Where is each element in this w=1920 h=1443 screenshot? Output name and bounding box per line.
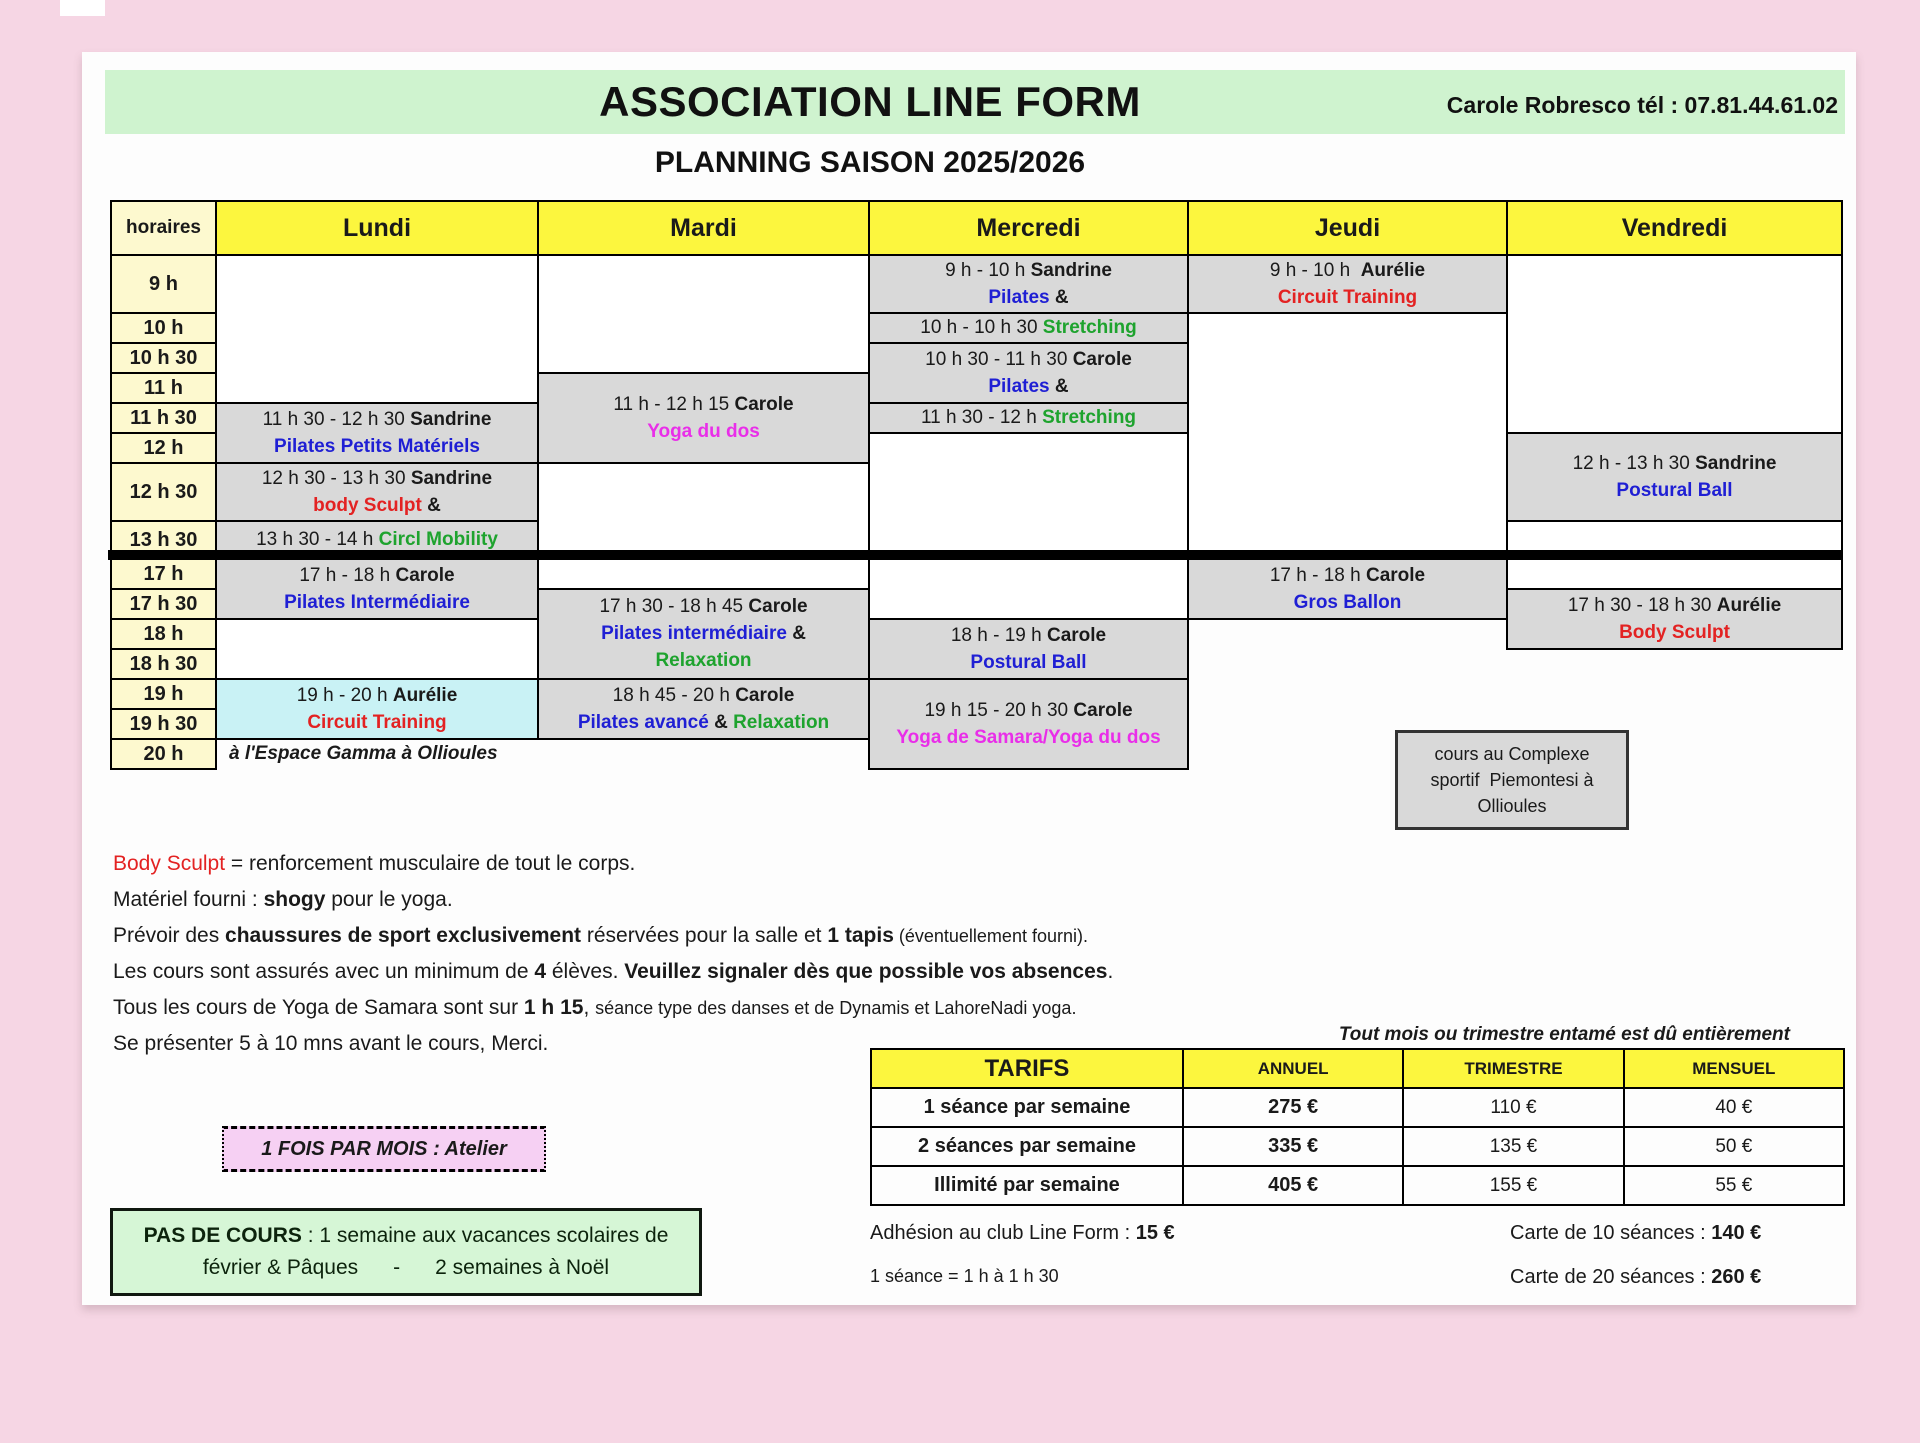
text-segment: Sandrine <box>410 408 492 430</box>
course-line <box>613 394 793 416</box>
tariff-value: 50 € <box>1624 1127 1844 1166</box>
text-segment: Carole <box>1365 564 1426 586</box>
session-duration-line <box>870 1266 1059 1287</box>
text-segment: Circl Mobility <box>378 529 498 551</box>
course-cell <box>537 588 870 680</box>
tariff-row <box>871 1127 1844 1166</box>
time-label: 13 h 30 <box>110 520 217 560</box>
course-line <box>951 625 1106 647</box>
course-line <box>945 260 1112 282</box>
text-segment: 10 h - 10 h 30 <box>920 317 1043 339</box>
text-segment: 15 € <box>1135 1222 1175 1244</box>
text-segment: 10 h 30 - 11 h 30 <box>925 348 1073 370</box>
course-line <box>284 592 470 614</box>
text-segment: 17 h - 18 h <box>1269 564 1366 586</box>
course-line <box>655 650 751 672</box>
venue-note-box <box>1395 730 1629 830</box>
time-label: 20 h <box>110 738 217 770</box>
course-cell <box>868 402 1189 434</box>
text-segment: 1 séance = 1 h à 1 h 30 <box>870 1266 1059 1286</box>
venue-note-line: sportif Piemontesi à <box>1430 769 1594 790</box>
time-label: 11 h <box>110 372 217 404</box>
text-segment: PAS DE COURS <box>143 1224 308 1247</box>
tariff-label: 2 séances par semaine <box>871 1127 1183 1166</box>
course-line <box>921 407 1136 429</box>
empty-slot-cell <box>868 432 1189 560</box>
note-line <box>113 924 1233 948</box>
text-segment: , <box>583 996 596 1019</box>
text-segment: Se présenter 5 à 10 mns avant le cours, Merci. <box>113 1032 549 1055</box>
tariff-label: Illimité par semaine <box>871 1166 1183 1205</box>
text-segment: Sandrine <box>1030 259 1112 281</box>
course-line <box>1294 592 1402 614</box>
text-segment: à l'Espace Gamma à Ollioules <box>229 743 498 765</box>
text-segment: 13 h 30 - 14 h <box>256 529 379 551</box>
text-segment: pour le yoga. <box>325 888 453 911</box>
tariff-value: 275 € <box>1183 1088 1403 1127</box>
day-header-lundi: Lundi <box>215 200 539 256</box>
empty-slot-cell <box>215 618 539 680</box>
course-line <box>307 712 446 734</box>
course-cell <box>868 342 1189 404</box>
text-segment: Carole <box>748 596 808 618</box>
corner-header: horaires <box>110 200 217 256</box>
course-line <box>920 317 1137 339</box>
text-segment: Aurélie <box>392 684 458 706</box>
text-segment: Carole <box>734 393 794 415</box>
venue-note-line: cours au Complexe <box>1434 743 1590 764</box>
tariff-table <box>870 1048 1845 1206</box>
text-segment: Pilates <box>988 286 1050 308</box>
page-title: ASSOCIATION LINE FORM <box>599 78 1141 125</box>
course-line <box>613 685 795 707</box>
time-label: 17 h <box>110 558 217 590</box>
course-cell <box>537 372 870 464</box>
text-segment: Matériel fourni : <box>113 888 264 911</box>
tariff-header-annuel: ANNUEL <box>1183 1049 1403 1088</box>
course-line <box>1568 595 1781 617</box>
text-segment: & <box>421 494 441 516</box>
course-line <box>647 421 760 443</box>
text-segment: élèves. <box>546 960 625 983</box>
empty-slot-cell <box>537 462 870 560</box>
text-segment: Carole <box>735 684 795 706</box>
text-segment: Relaxation <box>733 711 830 733</box>
text-segment: . <box>1107 960 1114 983</box>
no-course-box <box>110 1208 702 1296</box>
scan-artifact <box>60 0 105 16</box>
course-line <box>601 623 806 645</box>
text-segment: 260 € <box>1711 1266 1762 1288</box>
course-cell <box>1187 558 1508 620</box>
tariff-value: 155 € <box>1403 1166 1623 1205</box>
text-segment: Sandrine <box>1695 452 1777 474</box>
time-label: 18 h 30 <box>110 648 217 680</box>
empty-slot-cell <box>215 254 539 404</box>
text-segment: = renforcement musculaire de tout le corps. <box>225 852 636 875</box>
course-cell <box>215 402 539 464</box>
text-segment: 18 h - 19 h <box>950 624 1047 646</box>
text-segment: février & Pâques - 2 semaines à Noël <box>202 1256 610 1279</box>
text-segment: Gros Ballon <box>1293 591 1402 613</box>
course-line <box>925 349 1132 371</box>
tariff-header-trimestre: TRIMESTRE <box>1403 1049 1623 1088</box>
time-label: 12 h <box>110 432 217 464</box>
time-label: 9 h <box>110 254 217 314</box>
text-segment: Yoga de Samara/Yoga du dos <box>896 726 1161 748</box>
course-line <box>1619 622 1730 644</box>
text-segment: Circuit Training <box>1277 286 1418 308</box>
text-segment: body Sculpt <box>313 494 422 516</box>
text-segment: 11 h 30 - 12 h 30 <box>262 408 411 430</box>
course-line <box>297 685 458 707</box>
text-segment: (éventuellement fourni). <box>893 926 1088 946</box>
text-segment: Veuillez signaler dès que possible vos absences <box>624 960 1108 983</box>
text-segment: & <box>708 711 734 733</box>
tariff-note: Tout mois ou trimestre entamé est dû entièrement <box>1338 1024 1790 1045</box>
text-segment: 11 h - 12 h 15 <box>613 393 735 415</box>
text-segment: Stretching <box>1042 407 1137 429</box>
text-segment: 19 h - 20 h <box>296 684 393 706</box>
membership-fee-line <box>870 1222 1175 1245</box>
course-cell <box>1187 254 1508 314</box>
empty-slot-cell <box>1187 312 1508 560</box>
course-line <box>313 495 441 517</box>
note-line <box>113 960 1233 984</box>
text-segment: 12 h - 13 h 30 <box>1572 452 1696 474</box>
text-segment: Pilates intermédiaire <box>601 623 787 645</box>
tariff-value: 135 € <box>1403 1127 1623 1166</box>
text-segment: 19 h 15 - 20 h 30 <box>924 699 1074 721</box>
text-segment: 17 h 30 - 18 h 30 <box>1567 594 1717 616</box>
day-header-vendredi: Vendredi <box>1506 200 1843 256</box>
course-line <box>988 287 1068 309</box>
text-segment: Body Sculpt <box>113 852 226 875</box>
course-line <box>1616 480 1732 502</box>
note-line <box>113 852 1233 876</box>
tariff-value: 405 € <box>1183 1166 1403 1205</box>
text-segment: Pilates avancé <box>577 711 709 733</box>
course-cell <box>868 678 1189 770</box>
course-line <box>970 652 1086 674</box>
text-segment: Aurélie <box>1360 259 1426 281</box>
text-segment: 11 h 30 - 12 h <box>920 407 1043 429</box>
text-segment: Pilates Petits Matériels <box>274 435 480 457</box>
page-subtitle: PLANNING SAISON 2025/2026 <box>654 146 1086 179</box>
text-segment: Aurélie <box>1716 594 1782 616</box>
course-cell <box>215 462 539 522</box>
text-segment: Pilates <box>988 375 1050 397</box>
text-segment: 9 h - 10 h <box>1269 259 1361 281</box>
day-header-mardi: Mardi <box>537 200 870 256</box>
text-segment: Adhésion au club Line Form : <box>870 1222 1136 1244</box>
text-segment: Postural Ball <box>1616 479 1733 501</box>
tariff-header-mensuel: MENSUEL <box>1624 1049 1844 1088</box>
empty-slot-cell <box>868 558 1189 620</box>
course-line <box>1270 565 1425 587</box>
card-20-sessions-line <box>1510 1266 1761 1289</box>
day-header-mercredi: Mercredi <box>868 200 1189 256</box>
text-segment: Carole <box>1072 348 1132 370</box>
time-label: 10 h <box>110 312 217 344</box>
course-line <box>1270 260 1425 282</box>
text-segment: : 1 semaine aux vacances scolaires de <box>307 1224 669 1247</box>
empty-slot-cell <box>537 558 870 590</box>
course-line <box>988 376 1068 398</box>
time-label: 12 h 30 <box>110 462 217 522</box>
course-cell <box>868 312 1189 344</box>
no-course-line <box>113 1256 699 1280</box>
course-line <box>924 700 1132 722</box>
tariff-header-tarifs: TARIFS <box>871 1049 1183 1088</box>
text-segment: 4 <box>534 960 547 983</box>
text-segment: Carole <box>395 564 455 586</box>
text-segment: 140 € <box>1711 1222 1762 1244</box>
text-segment: Stretching <box>1042 317 1137 339</box>
text-segment: 1 h 15 <box>523 996 584 1019</box>
course-cell <box>868 254 1189 314</box>
time-label: 18 h <box>110 618 217 650</box>
text-segment: Sandrine <box>410 467 493 489</box>
text-segment: Pilates Intermédiaire <box>284 591 470 613</box>
text-segment: Postural Ball <box>970 651 1087 673</box>
contact-phone: Carole Robresco tél : 07.81.44.61.02 <box>1446 92 1838 118</box>
time-label: 11 h 30 <box>110 402 217 434</box>
text-segment: réservées pour la salle et <box>581 924 828 947</box>
course-line <box>578 712 829 734</box>
text-segment: 17 h - 18 h <box>299 564 396 586</box>
course-line <box>599 596 807 618</box>
table-thick-divider <box>108 550 1843 560</box>
tariff-label: 1 séance par semaine <box>871 1088 1183 1127</box>
text-segment: shogy <box>263 888 326 911</box>
text-segment: Les cours sont assurés avec un minimum de <box>113 960 535 983</box>
course-cell <box>1506 432 1843 522</box>
text-segment: Relaxation <box>655 649 752 671</box>
empty-slot-cell <box>1506 558 1843 590</box>
course-line <box>262 468 492 490</box>
time-label: 17 h 30 <box>110 588 217 620</box>
time-label: 19 h <box>110 678 217 710</box>
time-label: 19 h 30 <box>110 708 217 740</box>
text-segment: Carte de 10 séances : <box>1510 1222 1712 1244</box>
text-segment: & <box>786 623 806 645</box>
course-cell <box>868 618 1189 680</box>
course-line <box>229 743 498 765</box>
text-segment: Carole <box>1073 699 1133 721</box>
course-cell <box>215 738 539 770</box>
time-label: 10 h 30 <box>110 342 217 374</box>
text-segment: 18 h 45 - 20 h <box>612 684 736 706</box>
empty-slot-cell <box>1506 254 1843 434</box>
text-segment: 1 tapis <box>827 924 894 947</box>
text-segment: 12 h 30 - 13 h 30 <box>261 467 411 489</box>
text-segment: Tous les cours de Yoga de Samara sont sur <box>113 996 524 1019</box>
course-line <box>256 529 498 551</box>
course-cell <box>215 558 539 620</box>
course-line <box>299 565 454 587</box>
text-segment: Carole <box>1046 624 1107 646</box>
tariff-value: 55 € <box>1624 1166 1844 1205</box>
course-line <box>274 436 480 458</box>
course-line <box>896 727 1160 749</box>
note-line <box>113 888 1233 912</box>
tariff-value: 110 € <box>1403 1088 1623 1127</box>
course-cell <box>215 678 539 740</box>
course-cell <box>1506 588 1843 650</box>
note-line <box>113 996 1233 1020</box>
day-header-jeudi: Jeudi <box>1187 200 1508 256</box>
text-segment: 17 h 30 - 18 h 45 <box>599 596 749 618</box>
text-segment: Carte de 20 séances : <box>1510 1266 1712 1288</box>
text-segment: & <box>1049 375 1069 397</box>
course-cell <box>537 678 870 740</box>
course-line <box>1278 287 1417 309</box>
text-segment: séance type des danses et de Dynamis et LahoreNadi yoga. <box>595 998 1077 1018</box>
text-segment: chaussures de sport exclusivement <box>225 924 582 947</box>
venue-note-line: Ollioules <box>1477 796 1547 817</box>
no-course-line <box>113 1224 699 1248</box>
text-segment: 9 h - 10 h <box>945 259 1031 281</box>
tariff-row <box>871 1088 1844 1127</box>
tariff-value: 335 € <box>1183 1127 1403 1166</box>
text-segment: Prévoir des <box>113 924 226 947</box>
card-10-sessions-line <box>1510 1222 1761 1245</box>
empty-slot-cell <box>537 254 870 374</box>
course-line <box>263 409 492 431</box>
monthly-workshop-box: 1 FOIS PAR MOIS : Atelier <box>222 1126 546 1172</box>
text-segment: Body Sculpt <box>1619 621 1730 643</box>
text-segment: & <box>1049 286 1069 308</box>
tariff-value: 40 € <box>1624 1088 1844 1127</box>
course-line <box>1573 453 1777 475</box>
text-segment: Circuit Training <box>307 711 447 733</box>
tariff-row <box>871 1166 1844 1205</box>
text-segment: Yoga du dos <box>647 420 760 442</box>
